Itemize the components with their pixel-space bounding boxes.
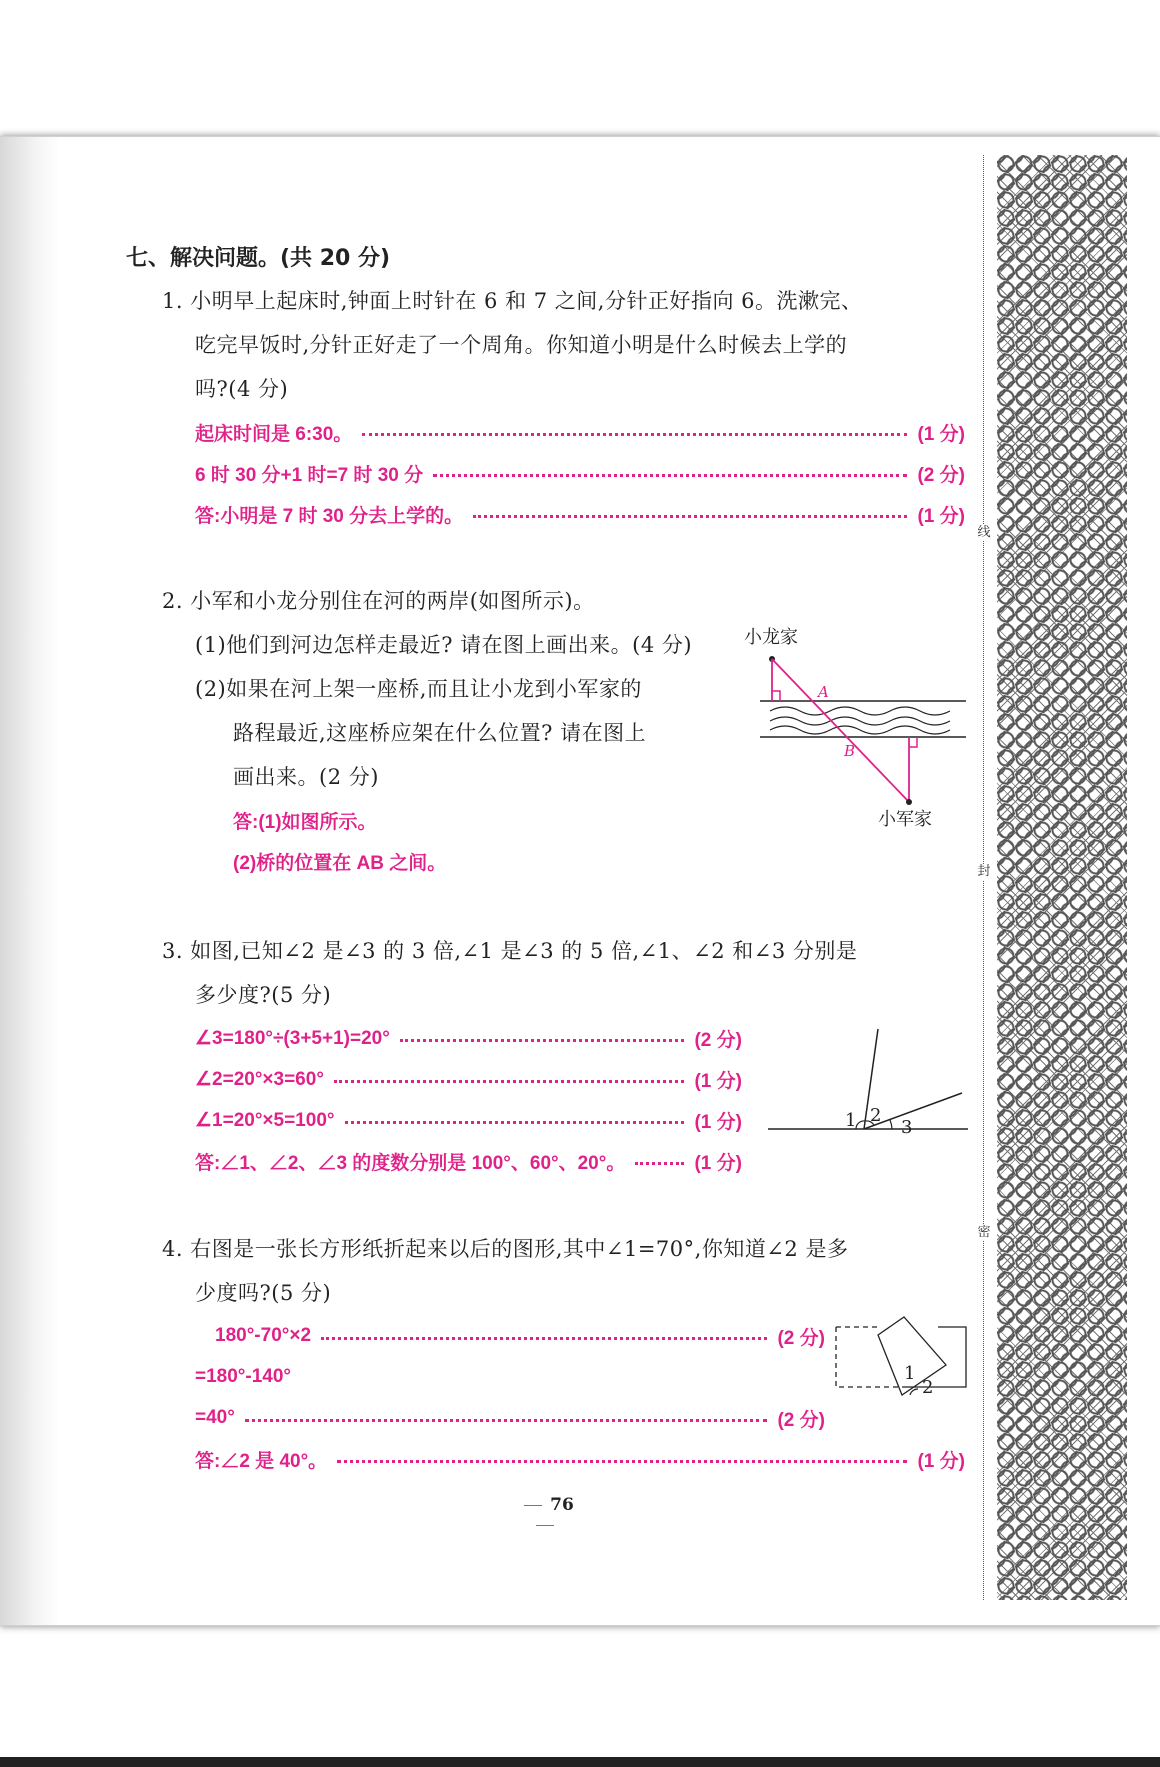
q3-answer-1-points: (2 分) (694, 1029, 742, 1051)
q2-line-5: 画出来。(2 分) (233, 765, 379, 789)
q1-line-1: 1. 小明早上起床时,钟面上时针在 6 和 7 之间,分针正好指向 6。洗漱完、 (162, 289, 863, 313)
leader-dots (337, 1460, 907, 1463)
q2-line-3: (2)如果在河上架一座桥,而且让小龙到小军家的 (195, 677, 642, 701)
q3-answer-1 (195, 1025, 742, 1051)
angle-label-2: 2 (922, 1377, 934, 1398)
q3-answer-2 (195, 1066, 742, 1092)
angle-arc-3 (890, 1120, 892, 1129)
page-number-value: 76 (550, 1495, 574, 1515)
q2-answer-2: (2)桥的位置在 AB 之间。 (233, 853, 447, 874)
q3-angle-figure (766, 1025, 970, 1138)
q1-answer-2-text: 6 时 30 分+1 时=7 时 30 分 (195, 464, 424, 486)
q1-line-3: 吗?(4 分) (195, 377, 289, 401)
bottom-bar (0, 1757, 1160, 1767)
q4-answer-4 (195, 1446, 965, 1472)
leader-dots (345, 1121, 685, 1124)
q3-answer-3 (195, 1107, 742, 1133)
q3-answer-4-text: 答:∠1、∠2、∠3 的度数分别是 100°、60°、20°。 (195, 1152, 626, 1174)
river-wave (770, 717, 950, 725)
q4-answer-2 (195, 1364, 495, 1390)
rule-right (536, 1525, 554, 1526)
q1-answer-2-points: (2 分) (917, 464, 965, 486)
q4-answer-4-points: (1 分) (917, 1450, 965, 1472)
q1-line-2: 吃完早饭时,分针正好走了一个周角。你知道小明是什么时候去上学的 (195, 333, 848, 357)
binding-mark-xian: 线 (977, 525, 991, 540)
q3-answer-1-text: ∠3=180°÷(3+5+1)=20° (195, 1027, 390, 1049)
q2-line-2: (1)他们到河边怎样走最近? 请在图上画出来。(4 分) (195, 633, 693, 657)
q1-answer-2 (195, 460, 965, 486)
river-wave (770, 707, 950, 715)
leader-dots (245, 1419, 768, 1422)
binding-mark-feng: 封 (977, 864, 991, 879)
page-left-shadow (0, 137, 60, 1625)
q4-answer-1 (215, 1323, 825, 1349)
leader-dots (321, 1337, 767, 1340)
q2-line-4: 路程最近,这座桥应架在什么位置? 请在图上 (233, 721, 647, 745)
q3-answer-3-text: ∠1=20°×5=100° (195, 1109, 335, 1131)
q4-answer-4-text: 答:∠2 是 40°。 (195, 1450, 328, 1472)
xiaolong-home-label: 小龙家 (744, 627, 798, 648)
angle-label-3: 3 (901, 1117, 913, 1138)
q4-line-2: 少度吗?(5 分) (195, 1281, 332, 1305)
q4-answer-1-text: 180°-70°×2 (215, 1325, 312, 1346)
q1-answer-1 (195, 419, 965, 445)
angle-label-2: 2 (870, 1105, 882, 1126)
binding-mark-mi: 密 (977, 1225, 991, 1240)
river-wave (770, 726, 950, 734)
right-angle-mark-bottom (909, 737, 917, 747)
leader-dots (334, 1080, 685, 1083)
q2-answer-1: 答:(1)如图所示。 (233, 812, 377, 833)
q3-answer-2-points: (1 分) (694, 1070, 742, 1092)
q1-answer-3-points: (1 分) (917, 505, 965, 527)
q1-answer-3 (195, 501, 965, 527)
q4-folded-paper-figure (834, 1315, 970, 1415)
q3-answer-3-points: (1 分) (694, 1111, 742, 1133)
angle-label-1: 1 (845, 1110, 857, 1131)
q3-line-2: 多少度?(5 分) (195, 983, 332, 1007)
q4-answer-3-text: =40° (195, 1407, 235, 1428)
q3-answer-2-text: ∠2=20°×3=60° (195, 1068, 324, 1090)
worksheet-page (0, 136, 1160, 1626)
q1-answer-3-text: 答:小明是 7 时 30 分去上学的。 (195, 505, 464, 527)
right-angle-mark-top (772, 691, 780, 701)
q3-answer-4-points: (1 分) (694, 1152, 742, 1174)
leader-dots (400, 1039, 685, 1042)
leader-dots (635, 1162, 684, 1165)
xiaojun-home-label: 小军家 (878, 809, 932, 830)
paper-dashed-left (836, 1327, 902, 1387)
q1-answer-1-points: (1 分) (917, 423, 965, 445)
angle-label-1: 1 (904, 1363, 916, 1384)
q4-line-1: 4. 右图是一张长方形纸折起来以后的图形,其中∠1=70°,你知道∠2 是多 (162, 1237, 849, 1261)
q2-river-figure (740, 625, 970, 830)
q3-answer-4 (195, 1148, 742, 1174)
page-number (500, 1495, 590, 1535)
q1-answer-1-text: 起床时间是 6:30。 (195, 423, 353, 445)
q2-line-1: 2. 小军和小龙分别住在河的两岸(如图所示)。 (162, 589, 595, 613)
q4-answer-1-points: (2 分) (777, 1327, 825, 1349)
point-a-label: A (818, 683, 829, 701)
decorative-pattern-strip (997, 155, 1127, 1600)
leader-dots (362, 433, 907, 436)
section-title: 七、解决问题。(共 20 分) (126, 246, 391, 271)
q4-answer-3-points: (2 分) (777, 1409, 825, 1431)
q4-answer-3 (195, 1405, 825, 1431)
q3-line-1: 3. 如图,已知∠2 是∠3 的 3 倍,∠1 是∠3 的 5 倍,∠1、∠2 和∠3 分别是 (162, 939, 858, 963)
angle-arc (910, 1389, 918, 1395)
leader-dots (473, 515, 907, 518)
point-b-label: B (844, 742, 856, 760)
rule-left (524, 1505, 542, 1506)
xiaojun-home-point (906, 799, 912, 805)
leader-dots (433, 474, 907, 477)
q4-answer-2-text: =180°-140° (195, 1366, 292, 1387)
